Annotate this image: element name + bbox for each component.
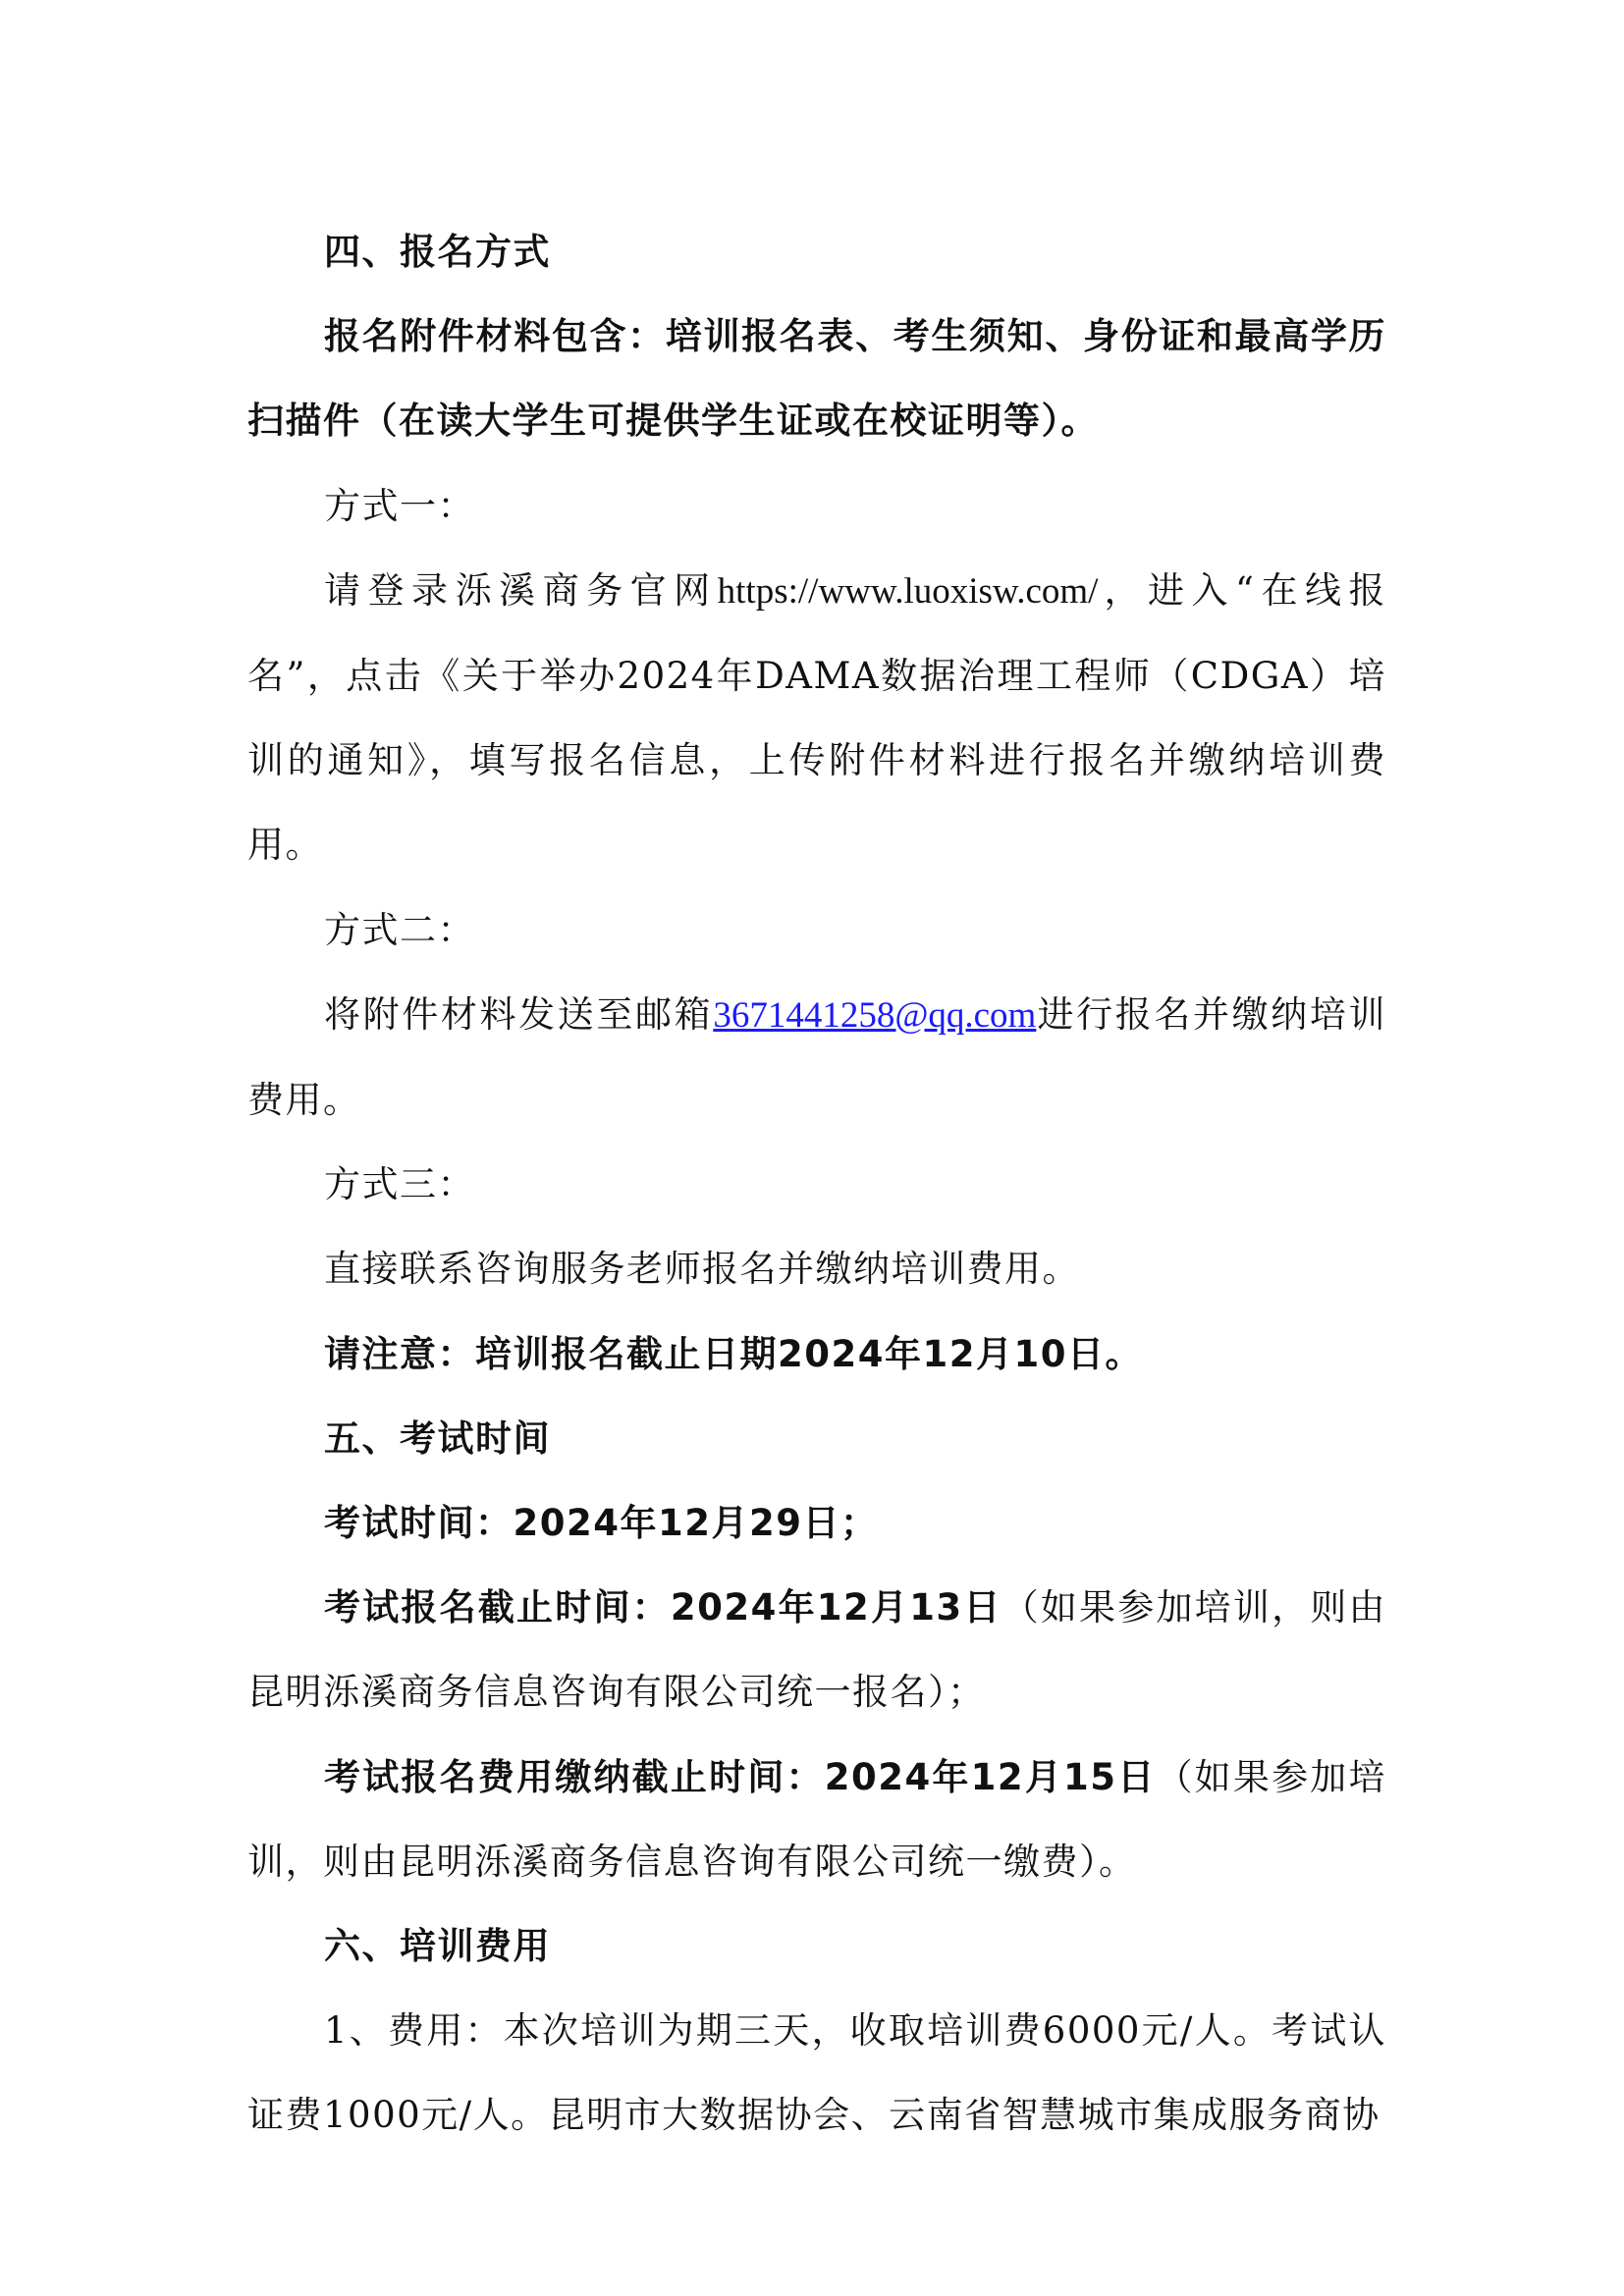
method1-text-before: 请登录泺溪商务官网 <box>324 568 718 612</box>
exam-time: 考试时间：2024年12月29日； <box>324 1502 879 1545</box>
exam-registration-deadline <box>247 1566 1386 1735</box>
document-page <box>247 210 1386 2159</box>
section-heading-registration: 四、报名方式 <box>324 231 551 273</box>
fee-item-1: 1、费用：本次培训为期三天，收取培训费6000元/人。考试认证费1000元/人。昆明市大数据协会、云南省智慧城市集成服务商协 <box>247 2009 1386 2137</box>
section-heading-training-fee: 六、培训费用 <box>324 1925 551 1968</box>
method2-paragraph <box>247 973 1386 1143</box>
exam-fee-deadline <box>247 1735 1386 1904</box>
exam-fee-note: （如果参加培训，则由昆明泺溪商务信息咨询有限公司统一缴费）。 <box>247 1755 1387 1883</box>
exam-fee-deadline-date: 考试报名费用缴纳截止时间：2024年12月15日 <box>324 1755 1157 1798</box>
method2-text-before: 将附件材料发送至邮箱 <box>324 992 714 1036</box>
method2-label: 方式二： <box>324 908 475 951</box>
method2-text-after: 进行报名并缴纳培训费用。 <box>247 992 1387 1122</box>
section-heading-exam-time: 五、考试时间 <box>324 1416 551 1460</box>
exam-registration-note: （如果参加培训，则由昆明泺溪商务信息咨询有限公司统一报名）； <box>247 1586 1386 1714</box>
website-url: https://www.luoxisw.com/ <box>717 570 1099 612</box>
method1-label: 方式一： <box>324 484 475 527</box>
registration-deadline-notice: 请注意：培训报名截止日期2024年12月10日。 <box>324 1332 1143 1375</box>
materials-paragraph: 报名附件材料包含：培训报名表、考生须知、身份证和最高学历扫描件（在读大学生可提供学生证或在校证明等）。 <box>247 315 1386 443</box>
method3-paragraph: 直接联系咨询服务老师报名并缴纳培训费用。 <box>324 1248 1080 1291</box>
method1-text-after: ，进入“在线报名”，点击《关于举办2024年DAMA数据治理工程师（CDGA）培训的通知》，填写报名信息，上传附件材料进行报名并缴纳培训费用。 <box>247 568 1386 867</box>
exam-registration-deadline-date: 考试报名截止时间：2024年12月13日 <box>324 1586 1002 1629</box>
method3-label: 方式三： <box>324 1163 475 1206</box>
method1-paragraph <box>247 549 1386 888</box>
email-link[interactable]: 3671441258@qq.com <box>713 994 1037 1036</box>
